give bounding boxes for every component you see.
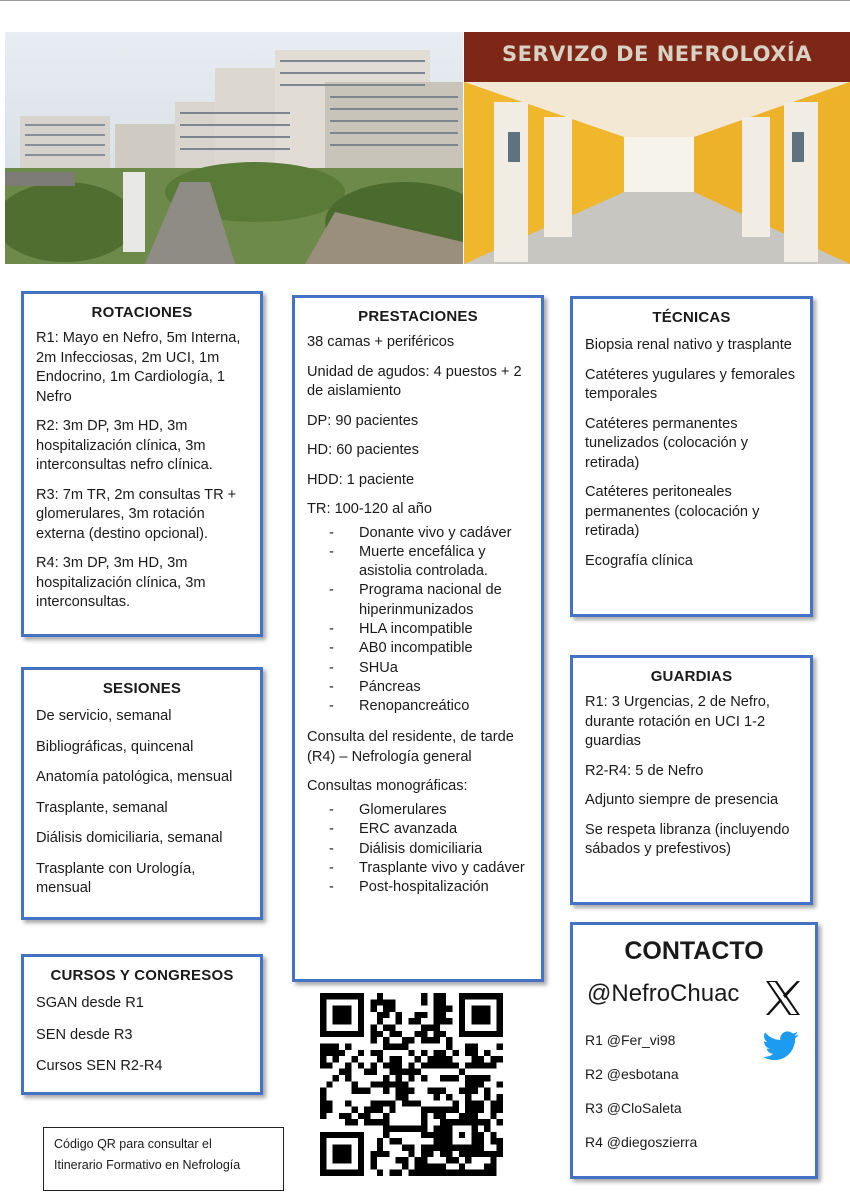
cursos-box [21, 954, 263, 1095]
twitter-bird-icon[interactable] [763, 1030, 799, 1062]
tecnica-item: Catéteres permanentes tunelizados (colocación y retirada) [585, 415, 749, 471]
list-item: - Glomerulares [329, 801, 529, 820]
list-item: - Páncreas [329, 678, 529, 697]
consulta-residente: Consulta del residente, de tarde (R4) – Nefrología general [307, 729, 514, 765]
list-item: - Donante vivo y cadáver [329, 524, 529, 543]
sesion-item: Trasplante, semanal [36, 799, 168, 816]
rotaciones-box [21, 291, 263, 637]
guardia-item: Adjunto siempre de presencia [585, 792, 779, 808]
prestacion-item: 38 camas + periféricos [307, 334, 455, 350]
prestacion-item: Unidad de agudos: 4 puestos + 2 de aislamiento [307, 363, 522, 399]
sesiones-title: SESIONES [102, 680, 182, 697]
sesiones-box [21, 667, 263, 920]
sesion-item: Trasplante con Urología, mensual [36, 860, 196, 896]
main-twitter-handle[interactable]: @NefroChuac [587, 980, 740, 1007]
tecnica-item: Catéteres peritoneales permanentes (colocación y retirada) [585, 484, 760, 539]
tecnica-item: Catéteres yugulares y femorales temporales [585, 366, 796, 402]
prestaciones-title: PRESTACIONES [358, 308, 478, 325]
resident-handle-r4[interactable]: R4 @diegoszierra [585, 1134, 698, 1150]
resident-handle-r3[interactable]: R3 @CloSaleta [585, 1100, 682, 1116]
sesion-item: Anatomía patológica, mensual [36, 769, 233, 785]
guardia-item: R1: 3 Urgencias, 2 de Nefro, durante rotación en UCI 1-2 guardias [585, 694, 770, 749]
guardia-item: Se respeta libranza (incluyendo sábados y prefestivos) [585, 821, 790, 857]
list-item: - SHUa [329, 659, 529, 678]
tecnica-item: Ecografía clínica [585, 552, 693, 569]
sesion-item: De servicio, semanal [36, 708, 172, 724]
list-item: - Post-hospitalización [329, 878, 529, 897]
curso-item: SGAN desde R1 [36, 995, 144, 1011]
list-item: - Renopancreático [329, 697, 529, 716]
curso-item: Cursos SEN R2-R4 [36, 1058, 163, 1074]
prestacion-item: HDD: 1 paciente [307, 471, 415, 488]
consultas-title: Consultas monográficas: [307, 778, 468, 795]
qr-code-icon [318, 993, 505, 1176]
sesion-item: Diálisis domiciliaria, semanal [36, 830, 223, 846]
rotacion-r3: R3: 7m TR, 2m consultas TR + glomerulares, 3m rotación externa (destino opcional). [36, 486, 237, 542]
x-logo-icon[interactable] [763, 978, 803, 1018]
contacto-box [570, 922, 818, 1179]
resident-handle-r1[interactable]: R1 @Fer_vi98 [585, 1032, 676, 1048]
rotacion-r4: R4: 3m DP, 3m HD, 3m hospitalización clínica, 3m interconsultas. [36, 555, 206, 610]
prestacion-item: HD: 60 pacientes [307, 442, 419, 458]
list-item: - Trasplante vivo y cadáver [329, 859, 529, 878]
prestacion-item: DP: 90 pacientes [307, 412, 419, 429]
list-item: - ERC avanzada [329, 820, 529, 839]
top-border-line [0, 0, 850, 1]
list-item: - Muerte encefálica y asistolia controlada. [329, 543, 529, 582]
guardias-title: GUARDIAS [650, 668, 733, 685]
qr-caption-box [43, 1127, 284, 1191]
list-item: - HLA incompatible [329, 620, 529, 639]
nephrology-corridor-photo [464, 32, 850, 264]
tecnica-item: Biopsia renal nativo y trasplante [585, 337, 792, 353]
tecnicas-box [570, 296, 813, 617]
qr-caption-line2: Itinerario Formativo en Nefrología [54, 1158, 241, 1172]
hospital-building-photo [5, 32, 463, 264]
qr-caption-line1: Código QR para consultar el [54, 1137, 212, 1151]
cursos-title: CURSOS Y CONGRESOS [50, 967, 234, 984]
rotaciones-title: ROTACIONES [91, 304, 193, 321]
rotacion-r2: R2: 3m DP, 3m HD, 3m hospitalización clínica, 3m interconsultas nefro clínica. [36, 418, 213, 473]
prestaciones-box [292, 295, 544, 982]
qr-code[interactable] [318, 993, 505, 1176]
list-item: - Programa nacional de hiperinmunizados [329, 581, 529, 620]
list-item: - Diálisis domiciliaria [329, 840, 529, 859]
curso-item: SEN desde R3 [36, 1026, 133, 1043]
corridor-sign: SERVIZO DE NEFROLOXÍA [502, 42, 812, 66]
rotacion-r1: R1: Mayo en Nefro, 5m Interna, 2m Infecciosas, 2m UCI, 1m Endocrino, 1m Cardiología, 1 Nefro [36, 330, 241, 405]
tr-list [307, 524, 529, 717]
prestacion-item: TR: 100-120 al año [307, 501, 432, 517]
tecnicas-title: TÉCNICAS [652, 309, 731, 326]
contacto-title: CONTACTO [624, 937, 764, 965]
sesion-item: Bibliográficas, quincenal [36, 738, 194, 755]
guardias-box [570, 655, 813, 905]
consultas-list [307, 801, 529, 897]
resident-handle-r2[interactable]: R2 @esbotana [585, 1066, 679, 1082]
list-item: - AB0 incompatible [329, 639, 529, 658]
guardia-item: R2-R4: 5 de Nefro [585, 762, 704, 779]
